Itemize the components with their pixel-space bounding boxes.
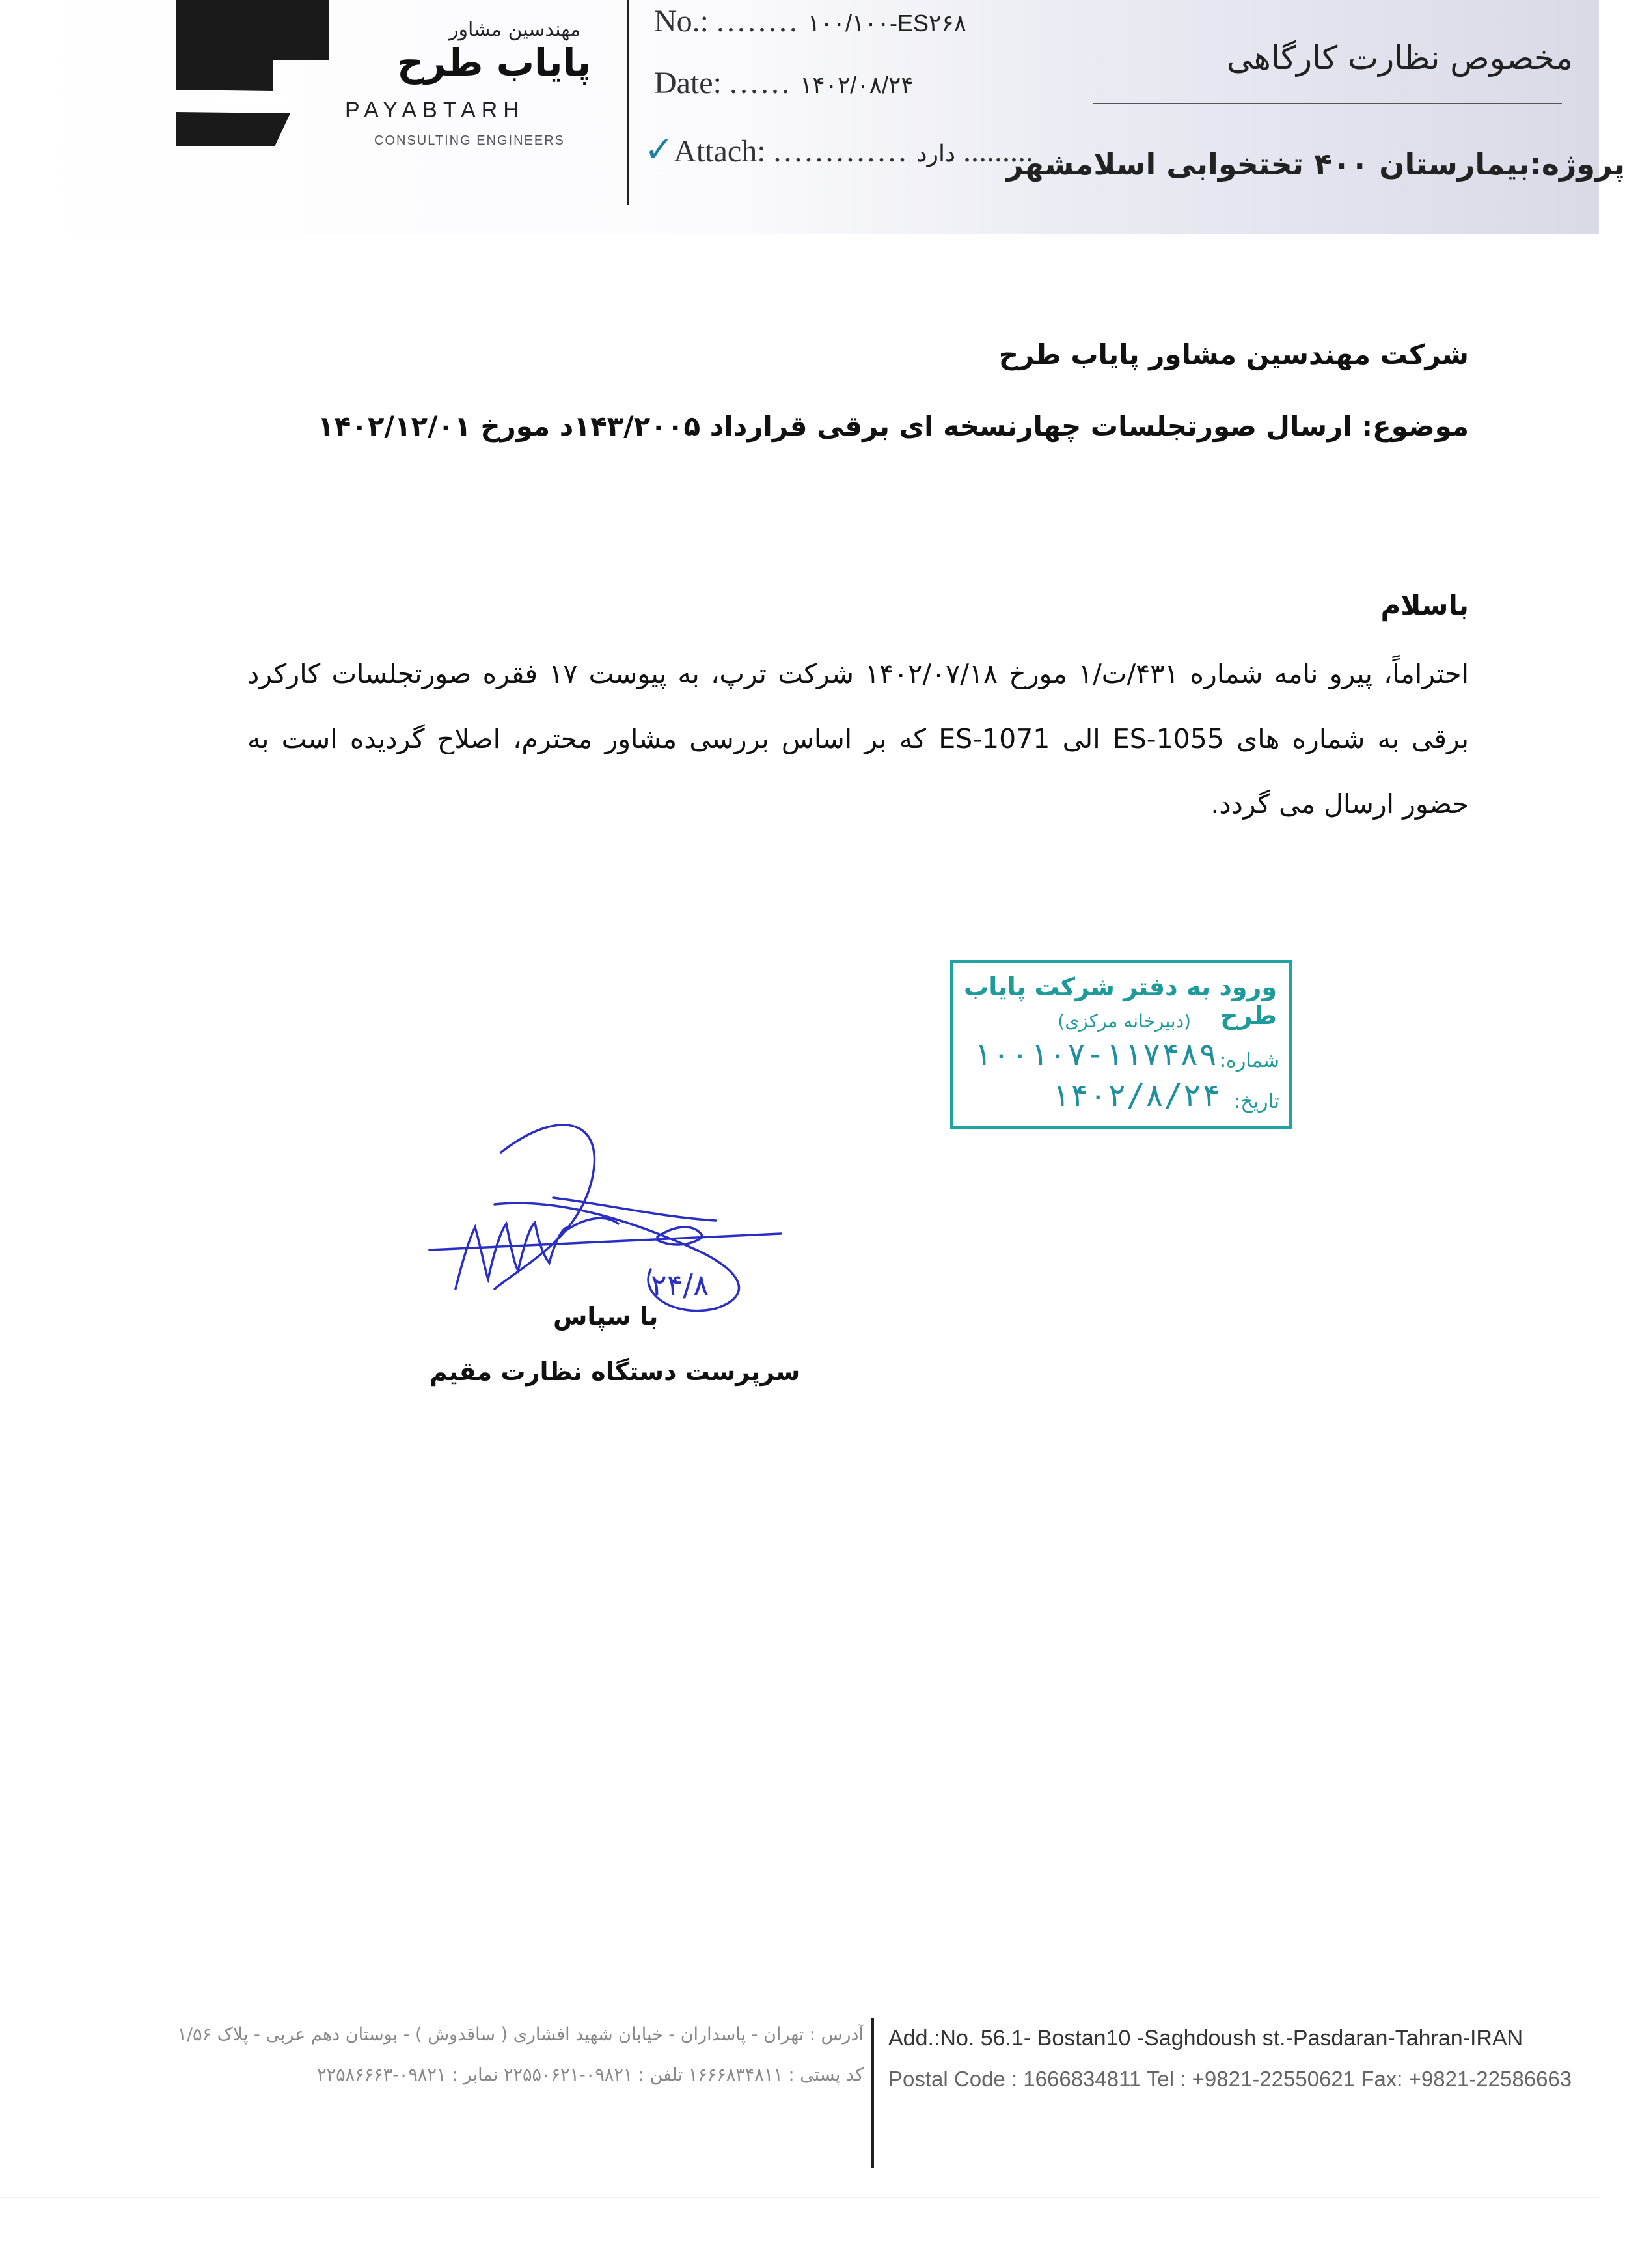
header-divider bbox=[627, 0, 629, 205]
footer-contact-fa: کد پستی : ۱۶۶۶۸۳۴۸۱۱ تلفن : ۰۹۸۲۱-۲۲۵۵۰۶۲۱ نمابر : ۰۹۸۲۱-۲۲۵۸۶۶۶۳ bbox=[317, 2065, 864, 2085]
footer-address-en: Add.:No. 56.1- Bostan10 -Saghdoush st.-Pasdaran-Tahran-IRAN bbox=[888, 2026, 1523, 2051]
project-name: پروژه:بیمارستان ۴۰۰ تختخوابی اسلامشهر bbox=[1006, 146, 1625, 182]
stamp-date-value: ۱۴۰۲/۸/۲۴ bbox=[1051, 1077, 1221, 1114]
recipient: شرکت مهندسین مشاور پایاب طرح bbox=[998, 339, 1469, 370]
salutation: باسلام bbox=[1380, 589, 1469, 621]
letter-date-value: ۱۴۰۲/۰۸/۲۴ bbox=[799, 72, 914, 98]
letter-date-label: Date: bbox=[654, 66, 722, 100]
stamp-title: ورود به دفتر شرکت پایاب طرح bbox=[964, 973, 1277, 1030]
title-underline bbox=[1093, 103, 1562, 104]
subject-line: موضوع: ارسال صورتجلسات چهارنسخه ای برقی قرارداد ۱۴۳/۲۰۰۵د مورخ ۱۴۰۲/۱۲/۰۱ bbox=[317, 410, 1469, 442]
letter-body: احتراماً، پیرو نامه شماره ۴۳۱/ت/۱ مورخ ۱۴۰۲/۰۷/۱۸ شرکت ترپ، به پیوست ۱۷ فقره صورتجلسات کارکرد برقی به شماره های ES-1055 الی ES-1071 که بر اساس بررسی مشاور محترم، اصلاح گردیده است به حضور ارسال می گردد. bbox=[247, 658, 1469, 820]
signature-date: ۲۴/۸ bbox=[651, 1267, 709, 1303]
stamp-date-label: تاریخ: bbox=[1234, 1090, 1279, 1113]
stamp-subtitle: (دبیرخانه مرکزی) bbox=[1058, 1010, 1191, 1032]
letter-attach-value: دارد bbox=[916, 140, 955, 167]
signatory-title: سرپرست دستگاه نظارت مقیم bbox=[430, 1357, 800, 1386]
closing-thanks: با سپاس bbox=[553, 1302, 659, 1331]
page-edge-line bbox=[0, 2197, 1599, 2198]
letter-number-label: No.: bbox=[654, 4, 709, 38]
checkmark-icon: ✓ bbox=[644, 130, 674, 169]
logo-subtitle-en: CONSULTING ENGINEERS bbox=[374, 133, 565, 148]
letter-date-row: Date: ...... ۱۴۰۲/۰۸/۲۴ bbox=[654, 66, 914, 100]
logo-title-fa: پایاب طرح bbox=[397, 40, 592, 85]
footer-address-fa: آدرس : تهران - پاسداران - خیابان شهید افشاری ( ساقدوش ) - بوستان دهم عربی - پلاک ۱/۵۶ bbox=[177, 2025, 864, 2045]
letter-attach-row: ✓Attach: ............. دارد ......... bbox=[644, 130, 1033, 169]
footer-divider bbox=[871, 2018, 874, 2168]
stamp-number-value: ۱۰۰۱۰۷-۱۱۷۴۸۹ bbox=[973, 1036, 1218, 1073]
received-stamp bbox=[950, 960, 1292, 1129]
stamp-number-label: شماره: bbox=[1220, 1049, 1279, 1072]
letter-number-value: ۱۰۰/۱۰۰-ES۲۶۸ bbox=[808, 10, 967, 36]
letter-number-row: No.: ........ ۱۰۰/۱۰۰-ES۲۶۸ bbox=[654, 4, 967, 38]
footer-contact-en: Postal Code : 1666834811 Tel : +9821-22550621 Fax: +9821-22586663 bbox=[888, 2067, 1572, 2091]
site-supervision-title: مخصوص نظارت کارگاهی bbox=[1226, 39, 1573, 77]
payabtarh-logo-icon bbox=[176, 0, 329, 146]
letter-attach-label: Attach: bbox=[674, 134, 766, 169]
logo-title-en: PAYABTARH bbox=[345, 98, 525, 122]
logo-subtitle-fa: مهندسین مشاور bbox=[449, 18, 581, 41]
